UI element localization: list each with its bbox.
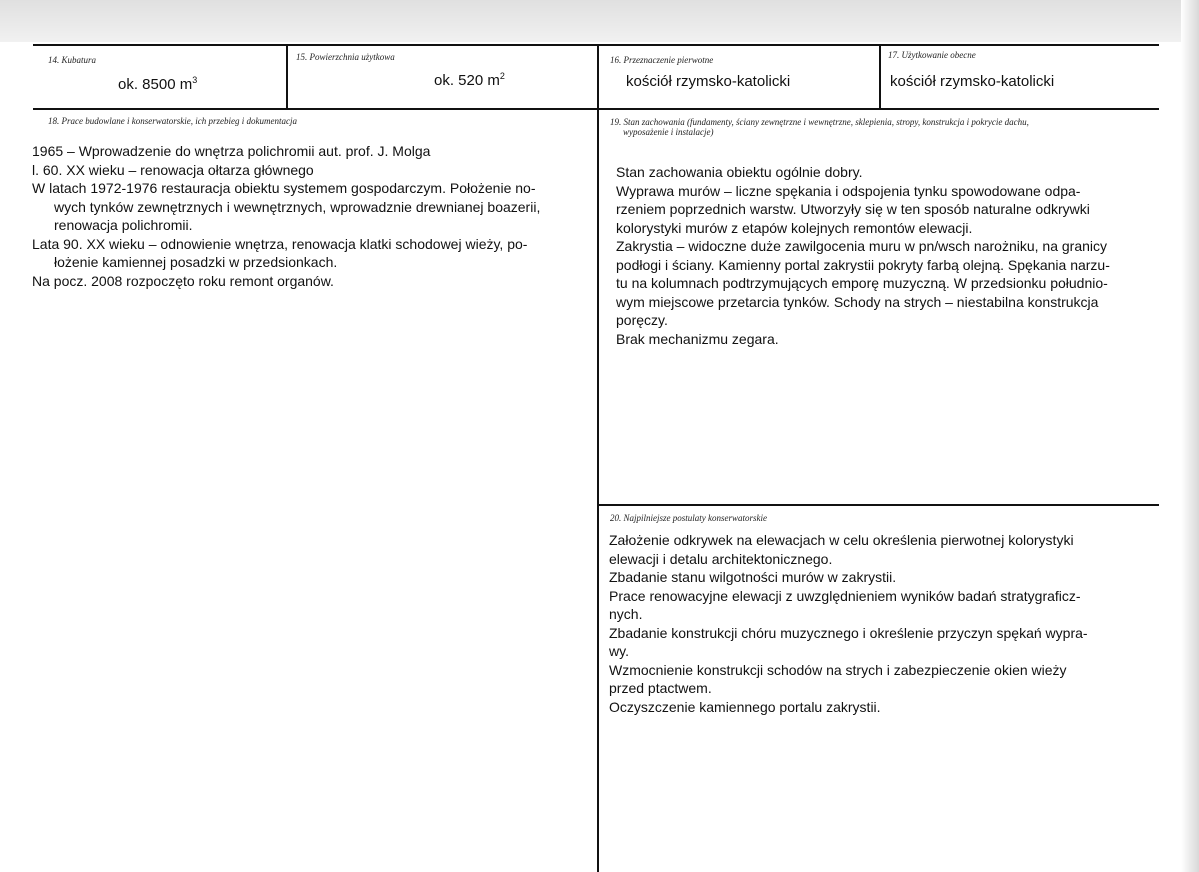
prace-line: łożenie kamiennej posadzki w przedsionkach. [54, 254, 338, 270]
postulaty-line: Założenie odkrywek na elewacjach w celu określenia pierwotnej kolorystyki [609, 532, 1074, 548]
postulaty-line: Zbadanie stanu wilgotności murów w zakrystii. [609, 569, 897, 585]
kubatura-label: 14. Kubatura [48, 55, 97, 65]
powierzchnia-unit-exponent: 2 [499, 71, 505, 81]
scan-top-band [0, 0, 1199, 42]
stan-text [616, 163, 1156, 348]
postulaty-line: przed ptactwem. [609, 680, 712, 696]
postulaty-label: 20. Najpilniejsze postulaty konserwatorskie [610, 513, 767, 523]
rule-col-16-17 [879, 44, 881, 110]
powierzchnia-value [434, 72, 505, 89]
rule-row1-bottom [33, 108, 1159, 110]
stan-line: Wyprawa murów – liczne spękania i odspojenia tynku spowodowane odpa- [616, 182, 1081, 199]
postulaty-line: wy. [609, 643, 629, 659]
stan-line: podłogi i ściany. Kamienny portal zakrystii pokryty farbą olejną. Spękania narzu- [616, 256, 1110, 273]
postulaty-text [609, 531, 1154, 716]
prace-line: renowacja polichromii. [54, 217, 193, 233]
scan-right-edge [1181, 0, 1199, 872]
prace-line: W latach 1972-1976 restauracja obiektu systemem gospodarczym. Położenie no- [32, 180, 536, 196]
stan-label-line: wyposażenie i instalacje) [623, 127, 714, 137]
rule-postulaty-top [598, 504, 1159, 506]
postulaty-line: Wzmocnienie konstrukcji schodów na strych i zabezpieczenie okien wieży [609, 661, 1067, 678]
prace-line: wych tynków zewnętrznych i wewnętrznych, wprowadznie drewnianej boazerii, [54, 198, 541, 215]
stan-line: wym miejscowe przetarcia tynków. Schody na strych – niestabilna konstrukcja [616, 293, 1099, 310]
przeznaczenie-value: kościół rzymsko-katolicki [626, 73, 791, 90]
kubatura-value [118, 76, 197, 93]
postulaty-line: Oczyszczenie kamiennego portalu zakrystii. [609, 698, 881, 715]
powierzchnia-label: 15. Powierzchnia użytkowa [296, 52, 395, 62]
kubatura-unit-exponent: 3 [192, 75, 198, 85]
stan-label-line: 19. Stan zachowania (fundamenty, ściany zewnętrzne i wewnętrzne, sklepienia, stropy, konstrukcja i pokrycie dachu, [610, 117, 1029, 127]
powierzchnia-number: ok. 520 m [434, 72, 500, 89]
postulaty-line: elewacji i detalu architektonicznego. [609, 550, 833, 567]
prace-line: Lata 90. XX wieku – odnowienie wnętrza, renowacja klatki schodowej wieży, po- [32, 235, 528, 252]
uzytkowanie-value: kościół rzymsko-katolicki [890, 73, 1055, 90]
prace-line: Na pocz. 2008 rozpoczęto roku remont organów. [32, 272, 334, 289]
stan-line: Brak mechanizmu zegara. [616, 330, 779, 347]
stan-line: Zakrystia – widoczne duże zawilgocenia muru w pn/wsch narożniku, na granicy [616, 238, 1108, 254]
przeznaczenie-label: 16. Przeznaczenie pierwotne [610, 55, 714, 65]
rule-col-14-15 [286, 44, 288, 110]
kubatura-number: ok. 8500 m [118, 76, 193, 93]
prace-label: 18. Prace budowlane i konserwatorskie, ich przebieg i dokumentacja [48, 116, 297, 126]
postulaty-line: nych. [609, 606, 643, 622]
prace-line: l. 60. XX wieku – renowacja ołtarza głównego [32, 161, 314, 178]
stan-line: Stan zachowania obiektu ogólnie dobry. [616, 164, 863, 180]
uzytkowanie-label: 17. Użytkowanie obecne [888, 50, 976, 60]
stan-line: tu na kolumnach podtrzymujących emporę muzyczną. W przedsionku południo- [616, 275, 1108, 291]
postulaty-line: Prace renowacyjne elewacji z uwzględnieniem wyników badań stratygraficz- [609, 587, 1081, 604]
stan-label [610, 117, 1029, 137]
prace-line: 1965 – Wprowadzenie do wnętrza polichromii aut. prof. J. Molga [32, 143, 431, 159]
rule-col-center [597, 44, 599, 872]
stan-line: rzeniem poprzednich warstw. Utworzyły się w ten sposób naturalne odkrywki [616, 201, 1090, 217]
postulaty-line: Zbadanie konstrukcji chóru muzycznego i określenie przyczyn spękań wypra- [609, 624, 1088, 641]
stan-line: kolorystyki murów z etapów kolejnych remontów elewacji. [616, 219, 973, 236]
rule-top [33, 44, 1159, 46]
stan-line: poręczy. [616, 312, 668, 328]
prace-text [32, 142, 592, 290]
